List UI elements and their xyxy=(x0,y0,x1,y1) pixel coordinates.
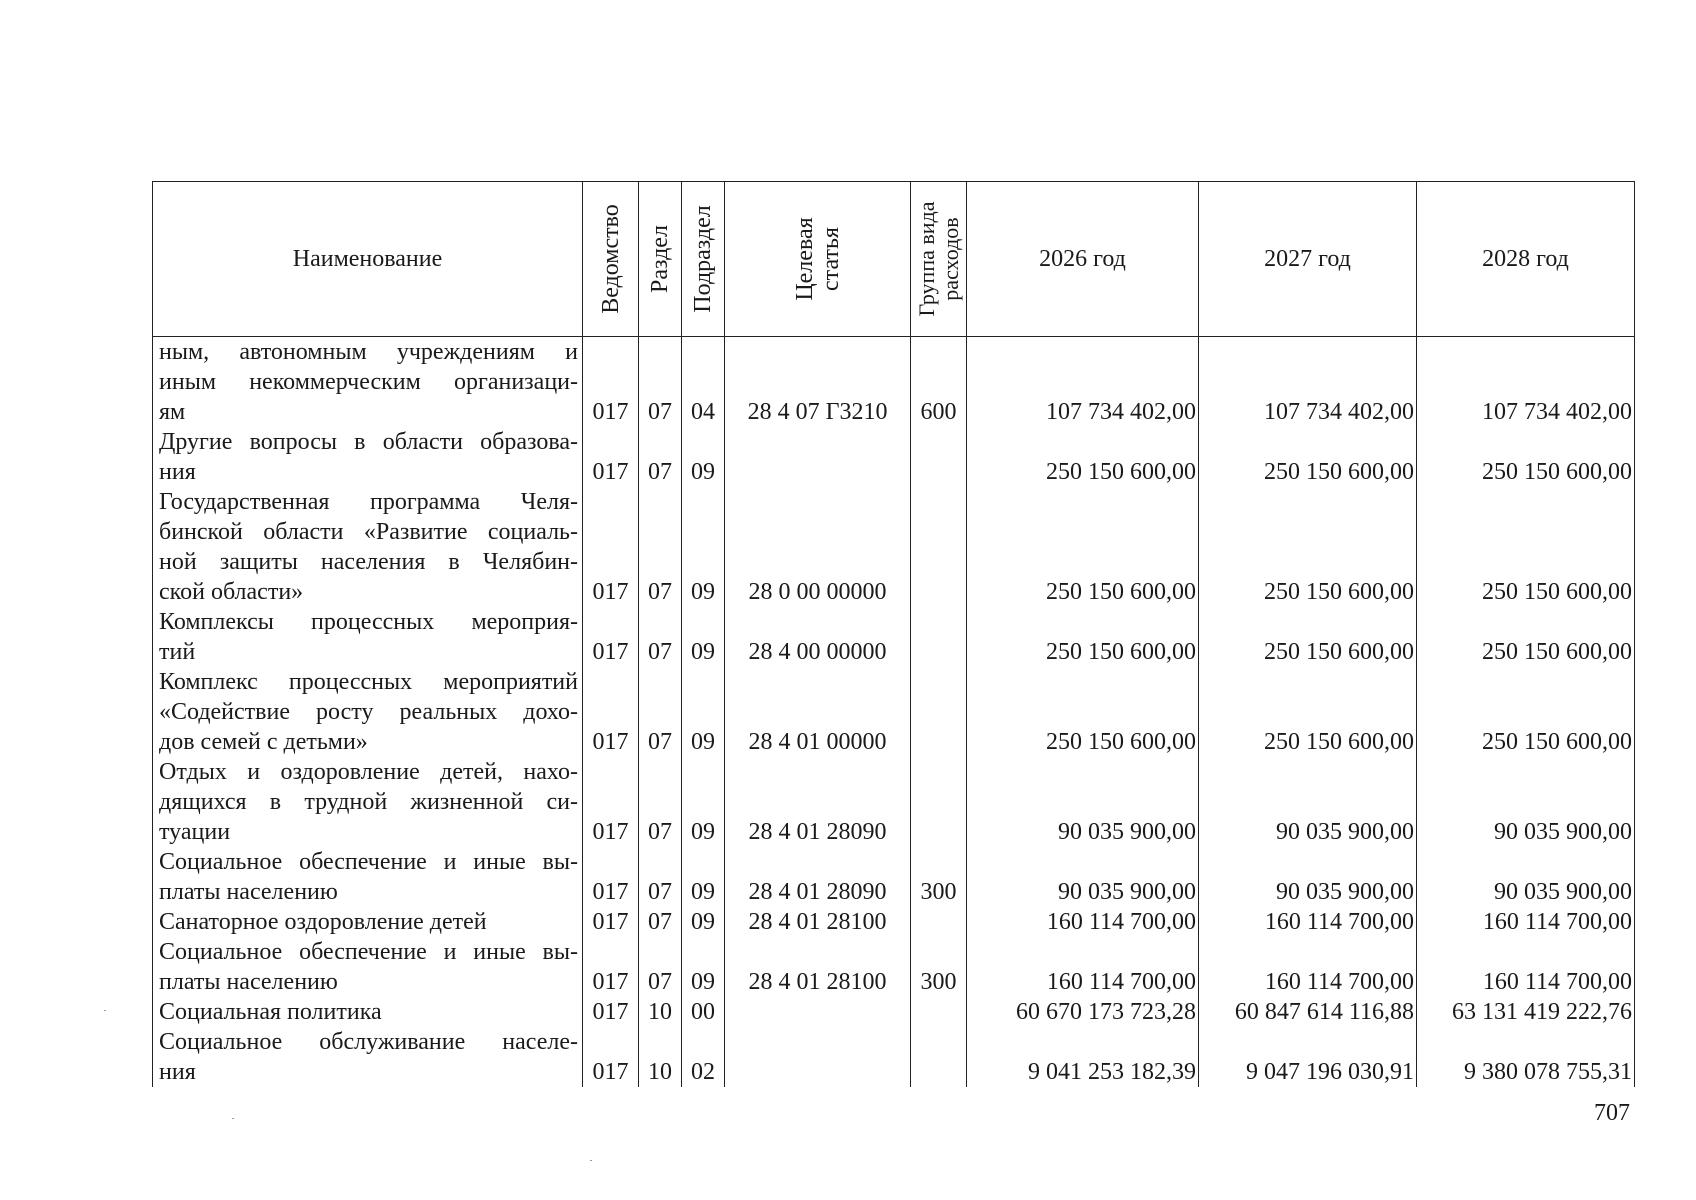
header-year-2028: 2028 год xyxy=(1417,182,1635,337)
cell-gruppa xyxy=(911,757,967,847)
cell-name xyxy=(153,907,583,937)
table-row xyxy=(153,607,1635,667)
table-row xyxy=(153,337,1635,428)
cell-podrazdel: 09 xyxy=(682,757,725,847)
cell-name xyxy=(153,997,583,1027)
cell-razdel: 10 xyxy=(639,1027,682,1087)
table-row xyxy=(153,427,1635,487)
name-line: Санаторное оздоровление детей xyxy=(159,909,487,935)
cell-gruppa xyxy=(911,487,967,607)
cell-vedomstvo: 017 xyxy=(583,337,639,428)
cell-celevaya: 28 4 00 00000 xyxy=(725,607,911,667)
cell-year-2028: 250 150 600,00 xyxy=(1417,427,1635,487)
cell-year-2027: 250 150 600,00 xyxy=(1199,667,1417,757)
cell-year-2026: 90 035 900,00 xyxy=(967,757,1199,847)
cell-vedomstvo: 017 xyxy=(583,667,639,757)
cell-podrazdel: 09 xyxy=(682,607,725,667)
cell-vedomstvo: 017 xyxy=(583,487,639,607)
cell-podrazdel: 09 xyxy=(682,427,725,487)
cell-gruppa xyxy=(911,907,967,937)
header-year-2027: 2027 год xyxy=(1199,182,1417,337)
cell-year-2026: 250 150 600,00 xyxy=(967,487,1199,607)
name-line: ния xyxy=(159,1059,196,1085)
cell-celevaya: 28 4 01 28090 xyxy=(725,847,911,907)
name-line: Социальная политика xyxy=(159,999,382,1025)
table-row xyxy=(153,907,1635,937)
cell-razdel: 07 xyxy=(639,337,682,428)
cell-celevaya: 28 4 01 28100 xyxy=(725,937,911,997)
cell-year-2027: 250 150 600,00 xyxy=(1199,607,1417,667)
cell-name xyxy=(153,337,583,428)
cell-year-2026: 107 734 402,00 xyxy=(967,337,1199,428)
header-name: Наименование xyxy=(153,182,583,337)
name-line: Социальное обеспечение и иные вы- xyxy=(159,849,578,875)
cell-year-2026: 250 150 600,00 xyxy=(967,667,1199,757)
cell-year-2026: 250 150 600,00 xyxy=(967,607,1199,667)
cell-vedomstvo: 017 xyxy=(583,427,639,487)
name-line: Государственная программа Челя- xyxy=(159,489,578,515)
cell-year-2026: 60 670 173 723,28 xyxy=(967,997,1199,1027)
name-line: Комплексы процессных мероприя- xyxy=(159,609,578,635)
cell-vedomstvo: 017 xyxy=(583,907,639,937)
cell-razdel: 07 xyxy=(639,427,682,487)
name-line: тий xyxy=(159,639,196,665)
cell-vedomstvo: 017 xyxy=(583,1027,639,1087)
header-vedomstvo: Ведомство xyxy=(583,182,639,337)
cell-name xyxy=(153,607,583,667)
name-line: Другие вопросы в области образова- xyxy=(159,429,578,455)
cell-celevaya xyxy=(725,1027,911,1087)
cell-name xyxy=(153,487,583,607)
cell-podrazdel: 09 xyxy=(682,847,725,907)
table-row xyxy=(153,997,1635,1027)
cell-vedomstvo: 017 xyxy=(583,757,639,847)
name-line: Социальное обслуживание населе- xyxy=(159,1029,578,1055)
header-year-2026: 2026 год xyxy=(967,182,1199,337)
cell-podrazdel: 09 xyxy=(682,667,725,757)
cell-razdel: 07 xyxy=(639,607,682,667)
cell-year-2028: 9 380 078 755,31 xyxy=(1417,1027,1635,1087)
cell-vedomstvo: 017 xyxy=(583,937,639,997)
cell-year-2027: 160 114 700,00 xyxy=(1199,907,1417,937)
cell-gruppa xyxy=(911,997,967,1027)
cell-year-2028: 63 131 419 222,76 xyxy=(1417,997,1635,1027)
cell-celevaya: 28 4 07 Г3210 xyxy=(725,337,911,428)
cell-gruppa xyxy=(911,1027,967,1087)
cell-gruppa: 300 xyxy=(911,847,967,907)
cell-year-2026: 160 114 700,00 xyxy=(967,937,1199,997)
table-row xyxy=(153,1027,1635,1087)
cell-gruppa xyxy=(911,667,967,757)
cell-celevaya: 28 4 01 28100 xyxy=(725,907,911,937)
cell-vedomstvo: 017 xyxy=(583,607,639,667)
cell-name xyxy=(153,667,583,757)
cell-razdel: 07 xyxy=(639,757,682,847)
name-line: ской области» xyxy=(159,579,304,605)
table-header xyxy=(153,182,1635,337)
cell-podrazdel: 09 xyxy=(682,937,725,997)
name-line: платы населению xyxy=(159,969,338,995)
page-number: 707 xyxy=(1594,1100,1630,1126)
cell-vedomstvo: 017 xyxy=(583,847,639,907)
cell-name xyxy=(153,937,583,997)
budget-table xyxy=(152,181,1635,1087)
table-row xyxy=(153,487,1635,607)
name-line: бинской области «Развитие социаль- xyxy=(159,519,578,545)
header-celevaya: Целевая статья xyxy=(725,182,911,337)
cell-year-2027: 90 035 900,00 xyxy=(1199,757,1417,847)
cell-year-2026: 90 035 900,00 xyxy=(967,847,1199,907)
name-line: ния xyxy=(159,459,196,485)
cell-podrazdel: 09 xyxy=(682,487,725,607)
cell-podrazdel: 04 xyxy=(682,337,725,428)
cell-year-2027: 90 035 900,00 xyxy=(1199,847,1417,907)
cell-year-2026: 250 150 600,00 xyxy=(967,427,1199,487)
name-line: ям xyxy=(159,399,186,425)
cell-year-2026: 9 041 253 182,39 xyxy=(967,1027,1199,1087)
cell-year-2028: 250 150 600,00 xyxy=(1417,667,1635,757)
cell-year-2028: 250 150 600,00 xyxy=(1417,487,1635,607)
cell-celevaya xyxy=(725,427,911,487)
cell-year-2027: 250 150 600,00 xyxy=(1199,487,1417,607)
table-row xyxy=(153,847,1635,907)
name-line: Социальное обеспечение и иные вы- xyxy=(159,939,578,965)
name-line: ной защиты населения в Челябин- xyxy=(159,549,578,575)
cell-year-2027: 9 047 196 030,91 xyxy=(1199,1027,1417,1087)
name-line: «Содействие росту реальных дохо- xyxy=(159,699,578,725)
table-row xyxy=(153,937,1635,997)
cell-razdel: 10 xyxy=(639,997,682,1027)
table-body xyxy=(153,337,1635,1088)
cell-razdel: 07 xyxy=(639,907,682,937)
table-row xyxy=(153,667,1635,757)
cell-podrazdel: 09 xyxy=(682,907,725,937)
table-row xyxy=(153,757,1635,847)
cell-year-2028: 160 114 700,00 xyxy=(1417,907,1635,937)
cell-year-2028: 90 035 900,00 xyxy=(1417,757,1635,847)
name-line: платы населению xyxy=(159,879,338,905)
name-line: Комплекс процессных мероприятий xyxy=(159,669,578,695)
cell-razdel: 07 xyxy=(639,667,682,757)
cell-gruppa xyxy=(911,427,967,487)
cell-podrazdel: 00 xyxy=(682,997,725,1027)
header-podrazdel: Подраздел xyxy=(682,182,725,337)
header-razdel: Раздел xyxy=(639,182,682,337)
cell-year-2028: 107 734 402,00 xyxy=(1417,337,1635,428)
name-line: дов семей с детьми» xyxy=(159,729,368,755)
cell-celevaya: 28 0 00 00000 xyxy=(725,487,911,607)
name-line: Отдых и оздоровление детей, нахо- xyxy=(159,759,578,785)
cell-year-2027: 250 150 600,00 xyxy=(1199,427,1417,487)
cell-name xyxy=(153,427,583,487)
name-line: ным, автономным учреждениям и xyxy=(159,339,578,365)
scan-speck xyxy=(232,1118,234,1119)
cell-razdel: 07 xyxy=(639,487,682,607)
cell-celevaya: 28 4 01 00000 xyxy=(725,667,911,757)
scan-speck xyxy=(104,1010,106,1011)
name-line: дящихся в трудной жизненной си- xyxy=(159,789,578,815)
cell-razdel: 07 xyxy=(639,937,682,997)
cell-gruppa xyxy=(911,607,967,667)
cell-year-2028: 250 150 600,00 xyxy=(1417,607,1635,667)
cell-vedomstvo: 017 xyxy=(583,997,639,1027)
scan-speck xyxy=(590,1160,592,1161)
cell-gruppa: 600 xyxy=(911,337,967,428)
cell-podrazdel: 02 xyxy=(682,1027,725,1087)
name-line: туации xyxy=(159,819,231,845)
cell-name xyxy=(153,847,583,907)
name-line: иным некоммерческим организаци- xyxy=(159,369,578,395)
cell-name xyxy=(153,1027,583,1087)
cell-name xyxy=(153,757,583,847)
cell-year-2026: 160 114 700,00 xyxy=(967,907,1199,937)
header-gruppa: Группа вида расходов xyxy=(911,182,967,337)
cell-year-2027: 160 114 700,00 xyxy=(1199,937,1417,997)
cell-gruppa: 300 xyxy=(911,937,967,997)
cell-year-2028: 160 114 700,00 xyxy=(1417,937,1635,997)
cell-year-2027: 60 847 614 116,88 xyxy=(1199,997,1417,1027)
cell-year-2027: 107 734 402,00 xyxy=(1199,337,1417,428)
cell-celevaya: 28 4 01 28090 xyxy=(725,757,911,847)
cell-razdel: 07 xyxy=(639,847,682,907)
cell-year-2028: 90 035 900,00 xyxy=(1417,847,1635,907)
cell-celevaya xyxy=(725,997,911,1027)
